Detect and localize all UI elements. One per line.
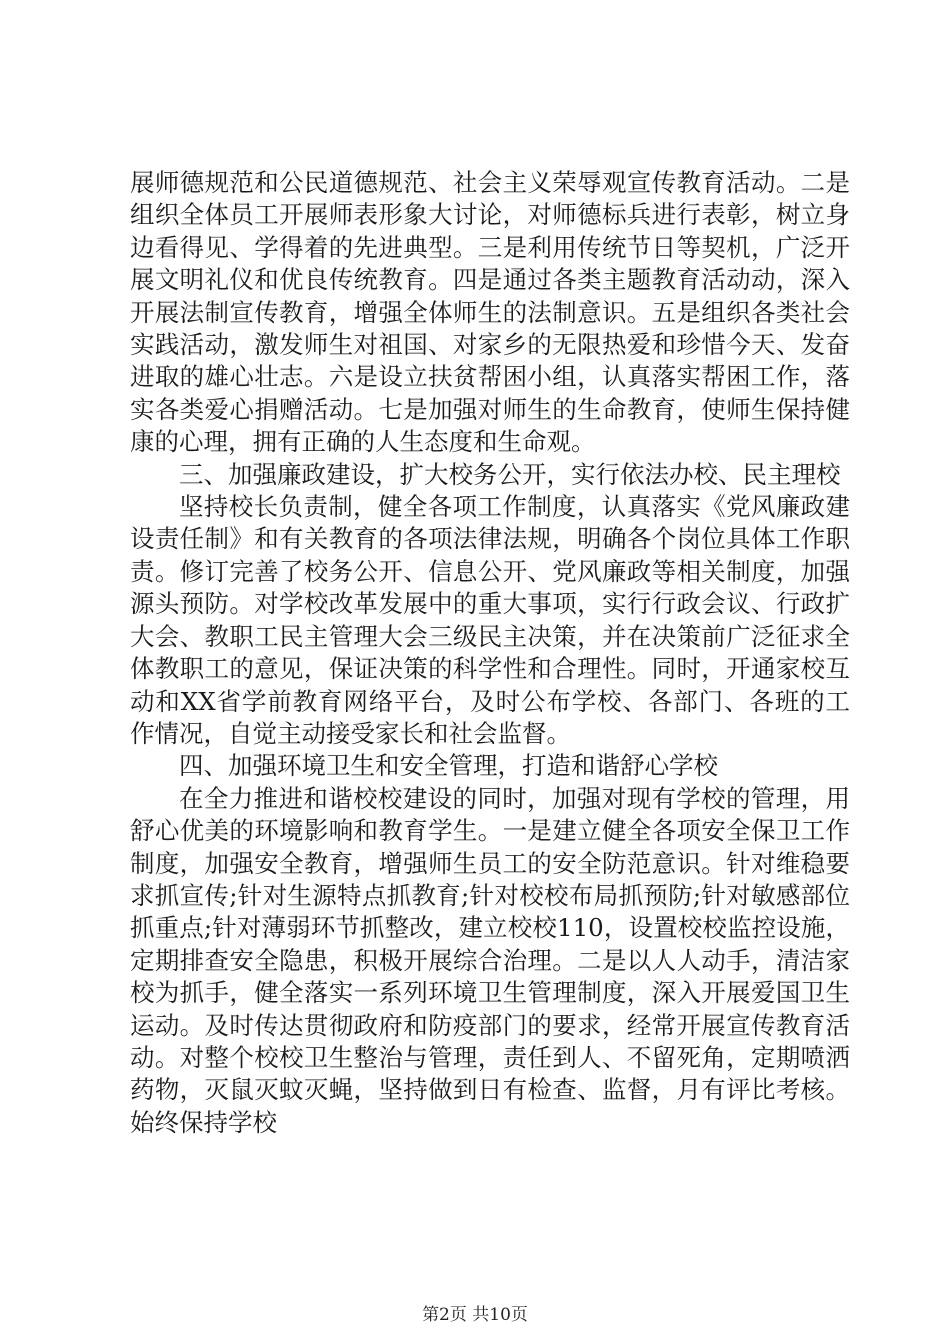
body-paragraph-2: 坚持校长负责制，健全各项工作制度，认真落实《党风廉政建设责任制》和有关教育的各项法律法规，明确各个岗位具体工作职责。修订完善了校务公开、信息公开、党风廉政等相关制度，加强源头预防。对学校改革发展中的重大事项，实行行政会议、行政扩大会、教职工民主管理大会三级民主决策，并在决策前广泛征求全体教职工的意见，保证决策的科学性和合理性。同时，开通家校互动和XX省学前教育网络平台，及时公布学校、各部门、各班的工作情况，自觉主动接受家长和社会监督。	[130, 492, 850, 748]
document-body	[130, 167, 850, 1139]
section-heading-3: 三、加强廉政建设，扩大校务公开，实行依法办校、民主理校	[179, 459, 841, 489]
body-paragraph-1: 展师德规范和公民道德规范、社会主义荣辱观宣传教育活动。二是组织全体员工开展师表形象大讨论，对师德标兵进行表彰，树立身边看得见、学得着的先进典型。三是利用传统节日等契机，广泛开展文明礼仪和优良传统教育。四是通过各类主题教育活动动，深入开展法制宣传教育，增强全体师生的法制意识。五是组织各类社会实践活动，激发师生对祖国、对家乡的无限热爱和珍惜今天、发奋进取的雄心壮志。六是设立扶贫帮困小组，认真落实帮困工作，落实各类爱心捐赠活动。七是加强对师生的生命教育，使师生保持健康的心理，拥有正确的人生态度和生命观。	[130, 168, 850, 457]
section-heading-4: 四、加强环境卫生和安全管理，打造和谐舒心学校	[179, 751, 718, 781]
page-number-footer: 第2页 共10页	[422, 1305, 528, 1325]
body-paragraph-3: 在全力推进和谐校校建设的同时，加强对现有学校的管理，用舒心优美的环境影响和教育学生。一是建立健全各项安全保卫工作制度，加强安全教育，增强师生员工的安全防范意识。针对维稳要求抓宣传;针对生源特点抓教育;针对校校布局抓预防;针对敏感部位抓重点;针对薄弱环节抓整改，建立校校110，设置校校监控设施，定期排查安全隐患，积极开展综合治理。二是以人人动手，清洁家校为抓手，健全落实一系列环境卫生管理制度，深入开展爱国卫生运动。及时传达贯彻政府和防疫部门的要求，经常开展宣传教育活动。对整个校校卫生整治与管理，责任到人、不留死角，定期喷洒药物，灭鼠灭蚊灭蝇，坚持做到日有检查、监督，月有评比考核。始终保持学校	[130, 783, 850, 1137]
